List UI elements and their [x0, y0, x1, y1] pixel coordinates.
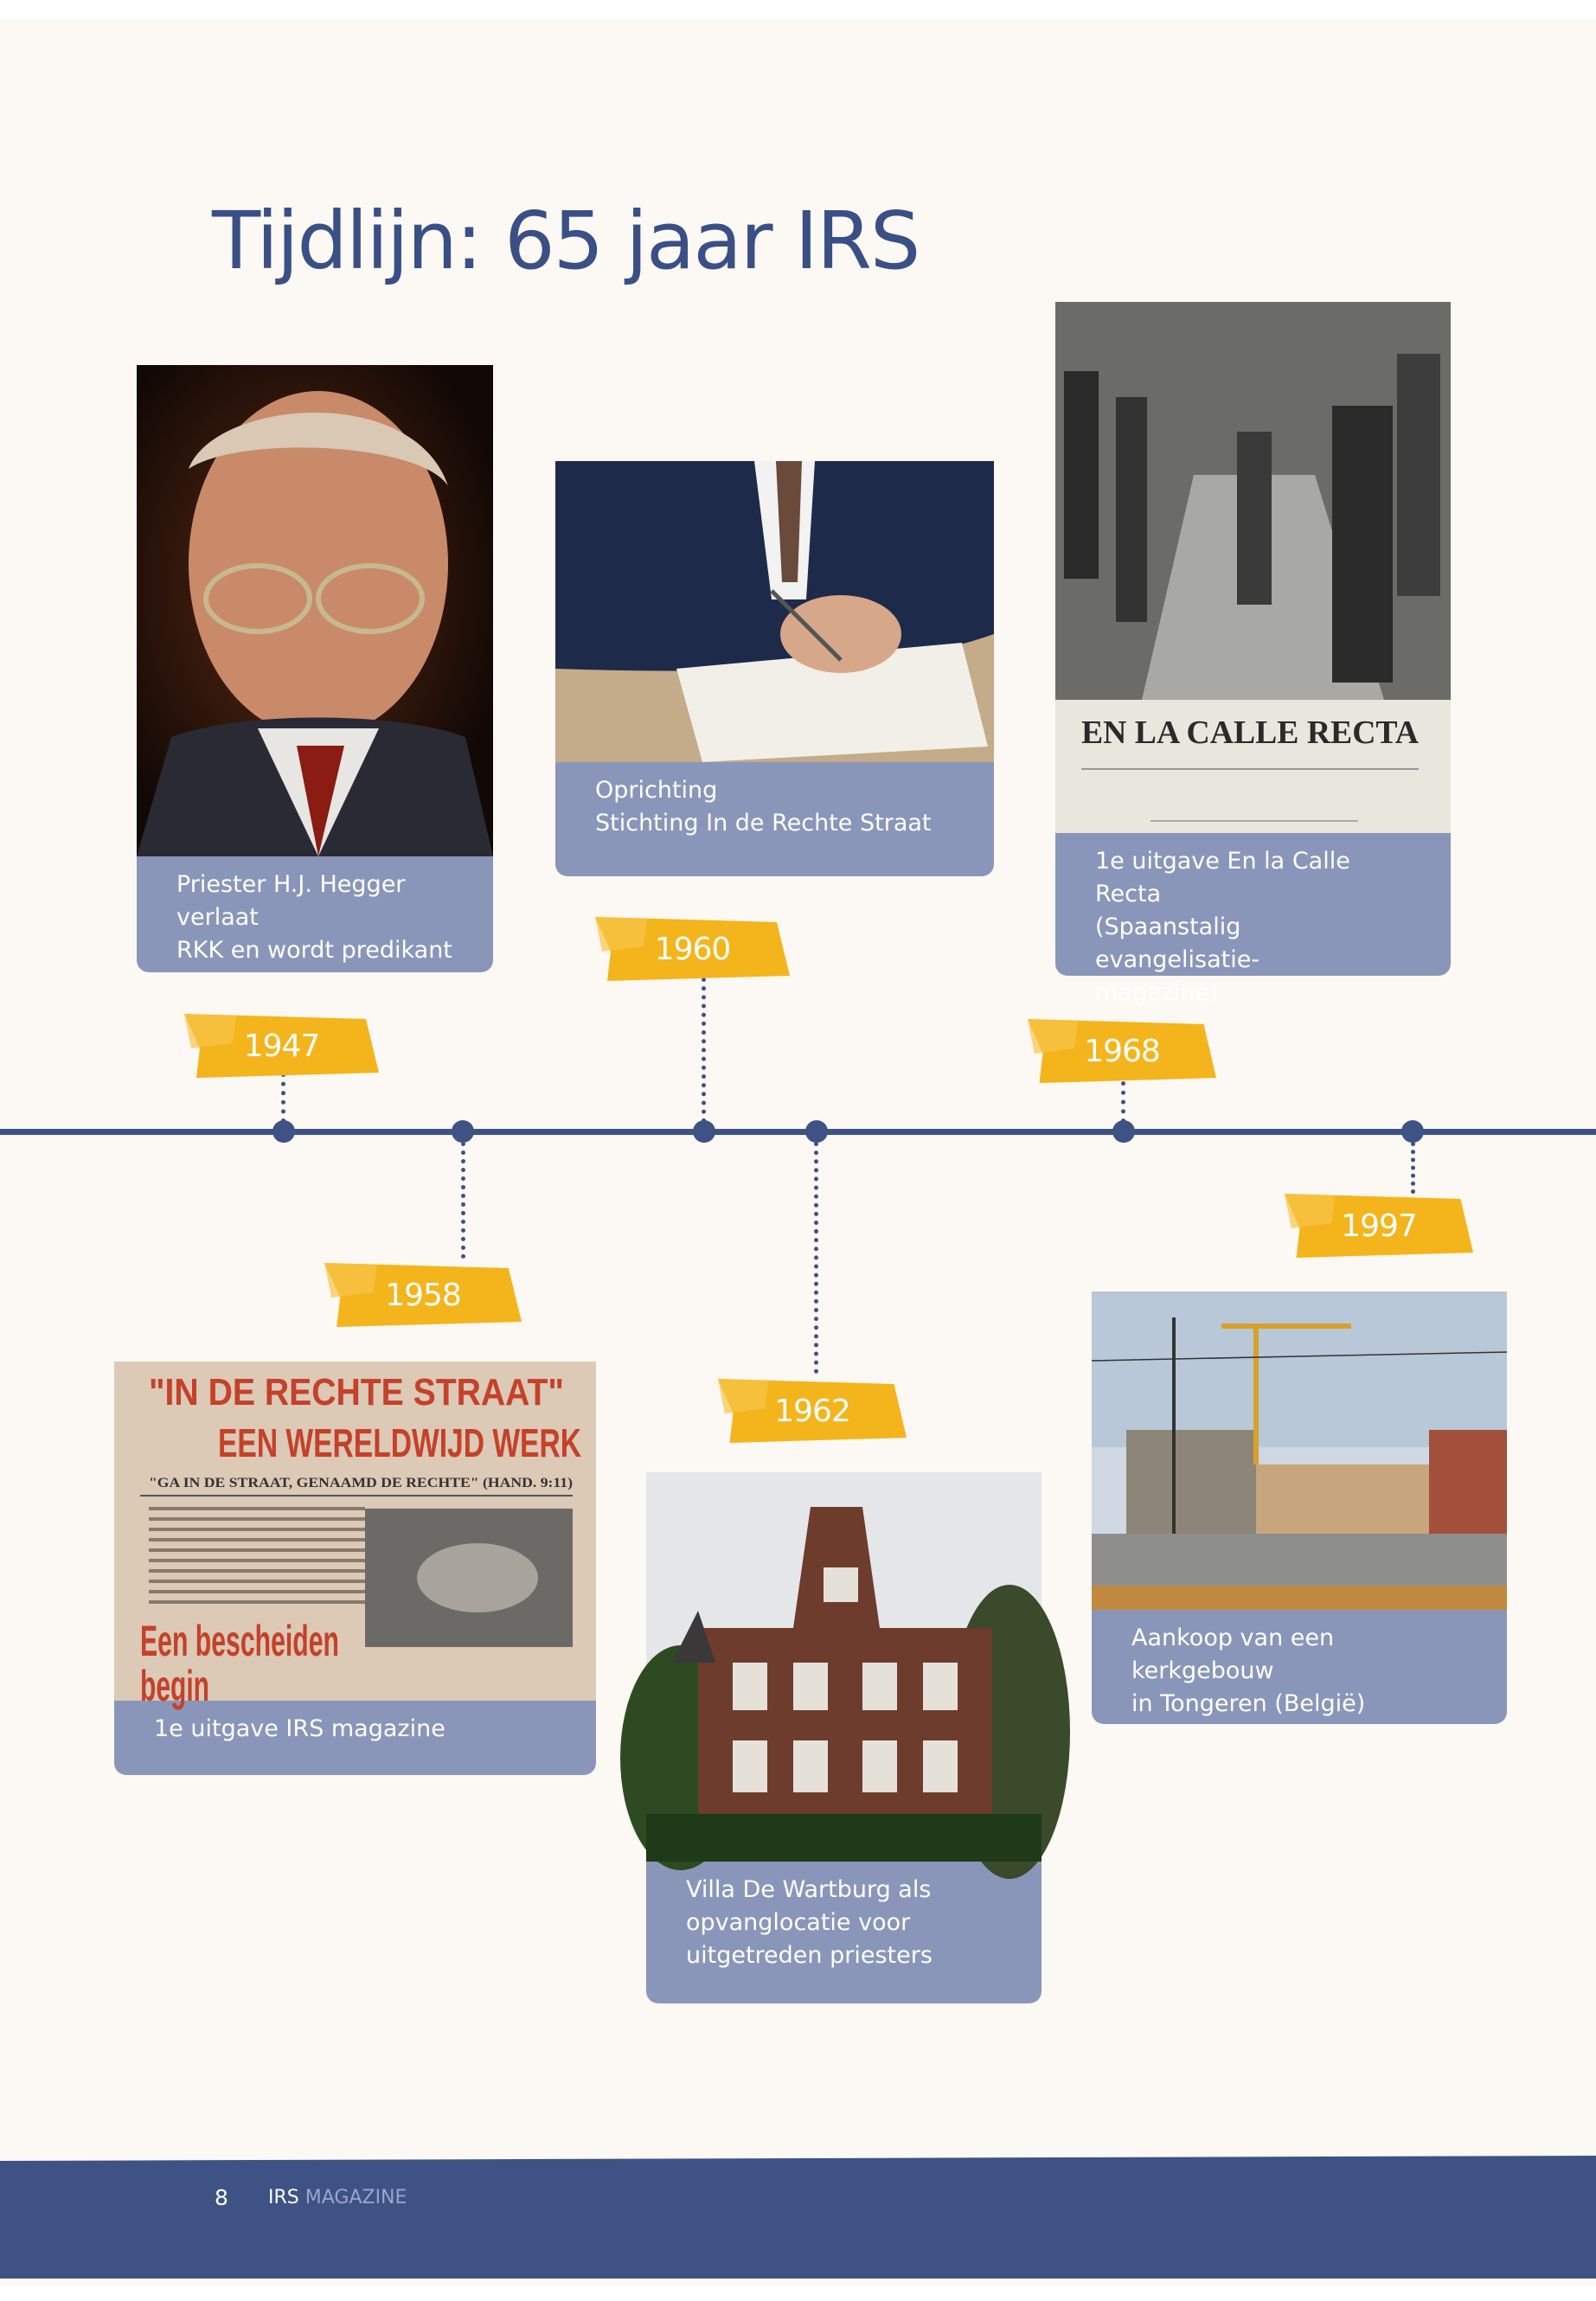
- caption-line: Stichting In de Rechte Straat: [595, 810, 932, 836]
- year-tag-1962: [718, 1379, 907, 1443]
- connector-1997: [1411, 1142, 1415, 1194]
- caption-line: magazine): [1095, 979, 1219, 1006]
- year-label: 1968: [1084, 1033, 1160, 1069]
- villa-photo: [646, 1472, 1042, 1862]
- connector-1960: [702, 977, 706, 1123]
- event-card-1968: [1055, 302, 1451, 1006]
- magazine-cover-photo: [1055, 302, 1451, 833]
- event-caption: [137, 856, 493, 967]
- signing-document-photo: [555, 461, 994, 762]
- caption-line: Priester H.J. Hegger verlaat: [176, 871, 406, 931]
- footer-band: [0, 2156, 1596, 2285]
- clipping-subhead: "GA IN DE STRAAT, GENAAMD DE RECHTE" (HAND. 9:11): [149, 1476, 573, 1490]
- event-card-1958: [114, 1362, 596, 1775]
- connector-1968: [1121, 1081, 1125, 1123]
- magazine-brand: [268, 2187, 407, 2208]
- timeline-node-1968: [1112, 1120, 1135, 1143]
- caption-line: opvanglocatie voor: [686, 1909, 911, 1936]
- construction-site-photo: [1092, 1292, 1507, 1610]
- clipping-lower-headline: Een bescheiden: [140, 1617, 339, 1665]
- clipping-headline-2: EEN WERELDWIJD WERK: [218, 1420, 581, 1465]
- timeline-node-1997: [1401, 1120, 1424, 1143]
- timeline-node-1962: [805, 1120, 828, 1143]
- portrait-photo: [137, 365, 493, 856]
- event-caption: [1092, 1610, 1507, 1721]
- year-tag-1997: [1285, 1194, 1473, 1258]
- event-caption: [555, 762, 994, 840]
- connector-1958: [461, 1142, 465, 1259]
- event-caption: [646, 1862, 1042, 1972]
- event-card-1960: [555, 461, 994, 876]
- year-tag-1960: [595, 917, 790, 981]
- event-caption: [1055, 833, 1451, 1009]
- caption-line: Aankoop van een kerkgebouw: [1131, 1625, 1335, 1684]
- timeline-node-1947: [272, 1120, 295, 1143]
- timeline-axis: [0, 1129, 1596, 1135]
- caption-line: (Spaanstalig evangelisatie-: [1095, 913, 1260, 973]
- clipping-headline-1: "IN DE RECHTE STRAAT": [149, 1371, 564, 1413]
- caption-line: 1e uitgave En la Calle Recta: [1095, 848, 1350, 907]
- event-card-1962: [646, 1472, 1042, 2003]
- caption-line: 1e uitgave IRS magazine: [154, 1715, 445, 1742]
- brand-bold: IRS: [268, 2187, 299, 2208]
- brand-light: MAGAZINE: [304, 2187, 407, 2208]
- year-tag-1968: [1028, 1019, 1216, 1083]
- timeline-node-1958: [452, 1120, 474, 1143]
- magazine-cover-title: EN LA CALLE RECTA: [1081, 715, 1420, 751]
- caption-line: in Tongeren (België): [1131, 1690, 1366, 1717]
- year-label: 1962: [774, 1393, 850, 1429]
- page-number: 8: [215, 2185, 228, 2210]
- connector-1947: [281, 1073, 285, 1123]
- page-title: Tijdlijn: 65 jaar IRS: [212, 195, 920, 287]
- year-label: 1958: [385, 1277, 461, 1313]
- caption-line: RKK en wordt predikant: [176, 937, 452, 964]
- event-caption: [114, 1701, 596, 1746]
- timeline-node-1960: [693, 1120, 715, 1143]
- svg-text:begin: begin: [140, 1662, 209, 1710]
- caption-line: Oprichting: [595, 777, 718, 804]
- year-label: 1960: [654, 931, 731, 967]
- year-tag-1947: [184, 1014, 379, 1078]
- caption-line: uitgetreden priesters: [686, 1942, 933, 1969]
- year-label: 1997: [1341, 1208, 1417, 1244]
- event-card-1947: [137, 365, 493, 972]
- connector-1962: [814, 1142, 818, 1374]
- event-card-1997: [1092, 1292, 1507, 1724]
- year-tag-1958: [324, 1263, 522, 1327]
- newspaper-clipping-photo: [114, 1362, 596, 1710]
- year-label: 1947: [243, 1028, 320, 1064]
- caption-line: Villa De Wartburg als: [686, 1876, 932, 1903]
